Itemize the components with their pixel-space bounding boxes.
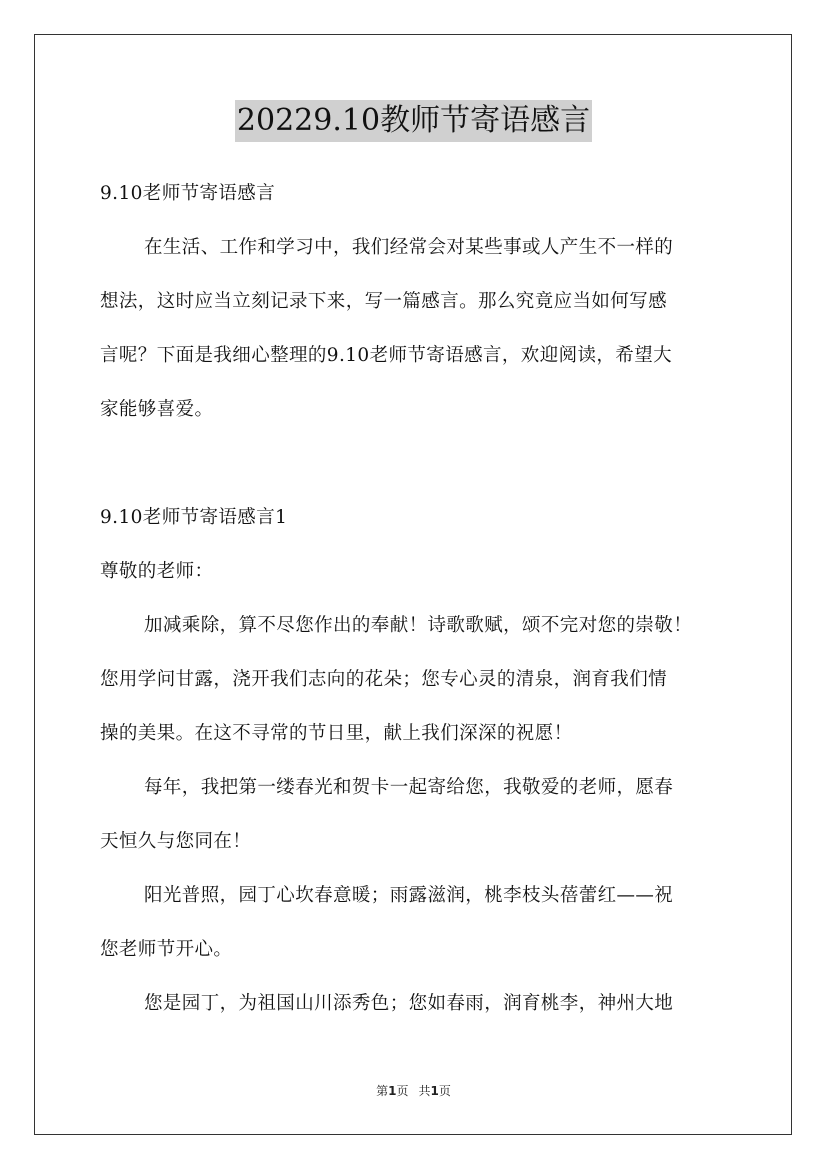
text-line: 您老师节开心。 — [100, 939, 233, 960]
text-line: 操的美果。在这不寻常的节日里，献上我们深深的祝愿！ — [100, 723, 573, 744]
page-suffix: 页 — [396, 1084, 409, 1098]
text-line: 阳光普照，园丁心坎春意暖；雨露滋润，桃李枝头蓓蕾红——祝 — [144, 885, 674, 906]
total-pages: 1 — [430, 1084, 439, 1098]
total-suffix: 页 — [438, 1084, 451, 1098]
document-title: 20229.10教师节寄语感言 — [235, 100, 592, 142]
text-line: 您用学问甘露，浇开我们志向的花朵；您专心灵的清泉，润育我们情 — [100, 669, 668, 690]
text-line: 家能够喜爱。 — [100, 399, 214, 420]
page-number: 1 — [388, 1084, 397, 1098]
page-prefix: 第 — [376, 1084, 389, 1098]
text-line: 天恒久与您同在！ — [100, 831, 252, 852]
total-prefix: 共 — [418, 1084, 431, 1098]
page-footer — [0, 1082, 827, 1099]
text-line: 言呢？下面是我细心整理的9.10老师节寄语感言，欢迎阅读，希望大 — [100, 345, 672, 366]
text-line: 9.10老师节寄语感言 — [100, 183, 276, 204]
text-line: 尊敬的老师： — [100, 561, 214, 582]
text-line: 9.10老师节寄语感言1 — [100, 507, 288, 528]
blank-line — [100, 442, 732, 496]
text-line: 在生活、工作和学习中，我们经常会对某些事或人产生不一样的 — [144, 237, 674, 258]
document-body — [100, 172, 732, 1036]
title-area — [0, 100, 827, 142]
text-line: 加减乘除，算不尽您作出的奉献！诗歌歌赋，颂不完对您的崇敬！ — [144, 615, 693, 636]
text-line: 想法，这时应当立刻记录下来，写一篇感言。那么究竟应当如何写感 — [100, 291, 668, 312]
text-line: 每年，我把第一缕春光和贺卡一起寄给您，我敬爱的老师，愿春 — [144, 777, 674, 798]
text-line: 您是园丁，为祖国山川添秀色；您如春雨，润育桃李，神州大地 — [144, 993, 674, 1014]
